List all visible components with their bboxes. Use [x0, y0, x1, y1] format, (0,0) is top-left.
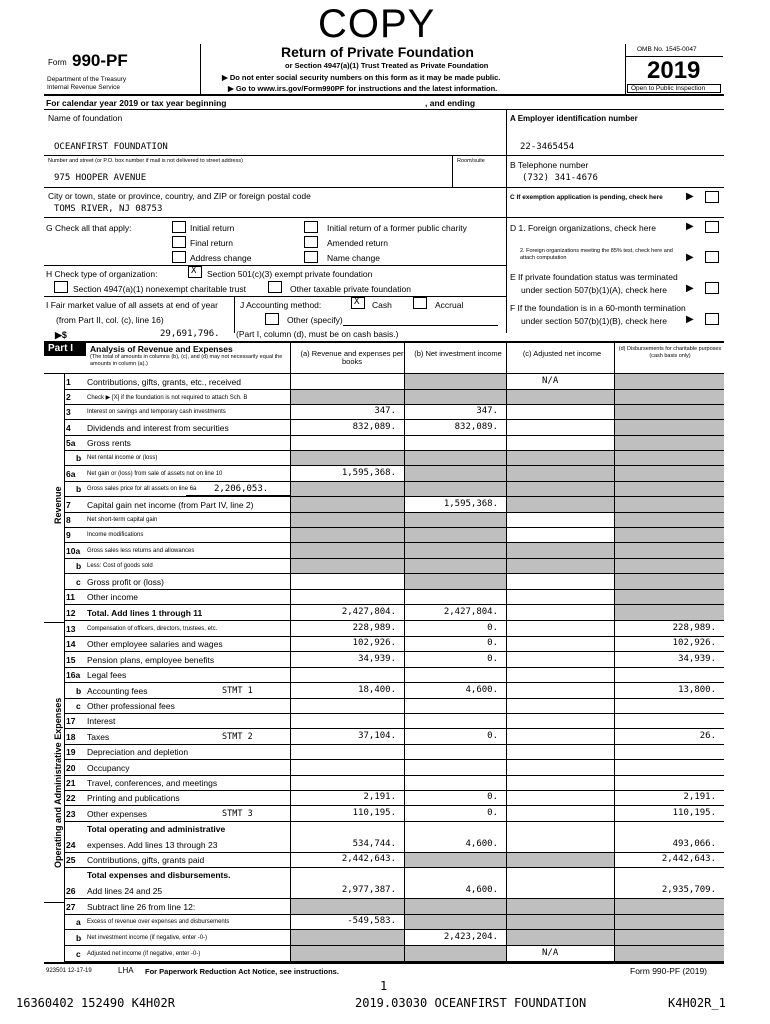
j-other-checkbox[interactable]: [265, 313, 279, 325]
statement-ref: STMT 1: [222, 686, 253, 696]
cell-c: N/A: [542, 948, 559, 958]
shaded-cell-b: [405, 853, 506, 867]
row-divider: [64, 667, 724, 668]
line-number: 18: [66, 732, 76, 742]
g-opt-initial-return: Initial return: [190, 223, 235, 233]
shaded-cell-d: [615, 482, 724, 496]
statement-ref: STMT 2: [222, 732, 253, 742]
shaded-cell-a: [291, 946, 404, 961]
f-arrow-icon: ▶: [686, 314, 694, 325]
line-number: 14: [66, 639, 76, 649]
city-value: TOMS RIVER, NJ 08753: [54, 204, 163, 214]
line-label: Printing and publications: [87, 793, 180, 803]
j-accrual-label: Accrual: [435, 300, 464, 310]
f-checkbox[interactable]: [705, 313, 719, 325]
line-number: a: [76, 917, 81, 927]
instruction-ssn: ▶ Do not enter social security numbers on this form as it may be made public.: [222, 73, 501, 82]
shaded-cell-c: [507, 559, 614, 573]
cell-b: 2,427,804.: [443, 607, 498, 617]
form-label: Form: [48, 58, 67, 67]
street-value: 975 HOOPER AVENUE: [54, 173, 147, 183]
cell-d: 26.: [699, 731, 716, 741]
shaded-cell-a: [291, 930, 404, 945]
line-number: 24: [66, 840, 76, 850]
shaded-cell-c: [507, 915, 614, 929]
line-label: Legal fees: [87, 670, 127, 680]
line-label: Net gain or (loss) from sale of assets not on line 10: [87, 471, 223, 477]
footer-code: 923501 12-17-19: [46, 968, 92, 974]
cell-a: 228,989.: [352, 623, 396, 633]
g-former-public-checkbox[interactable]: [304, 221, 318, 233]
line-label: Adjusted net income (if negative, enter -0-): [87, 951, 201, 957]
line-label-cont: expenses. Add lines 13 through 23: [87, 840, 218, 850]
shaded-cell-d: [615, 374, 724, 389]
cell-a: 2,191.: [363, 792, 396, 802]
line-number: c: [76, 701, 81, 711]
line-label: Total operating and administrative: [87, 824, 226, 834]
shaded-cell-b: [405, 390, 506, 404]
bottom-left-id: 16360402 152490 K4H02R: [16, 996, 175, 1010]
city-label: City or town, state or province, country, and ZIP or foreign postal code: [48, 191, 311, 201]
bottom-center-id: 2019.03030 OCEANFIRST FOUNDATION: [355, 996, 587, 1010]
cell-a: 1,595,368.: [341, 468, 396, 478]
room-label: Room/suite: [457, 158, 485, 164]
shaded-cell-c: [507, 543, 614, 558]
shaded-cell-c: [507, 899, 614, 914]
line-number: 4: [66, 423, 71, 433]
e-label-1: E If private foundation status was terminated: [510, 272, 678, 282]
row-divider: [64, 775, 724, 776]
shaded-cell-b: [405, 374, 506, 389]
line-number: 23: [66, 809, 76, 819]
statement-ref: STMT 3: [222, 809, 253, 819]
f-label-1: F If the foundation is in a 60-month termination: [510, 303, 686, 313]
d2-arrow-icon: ▶: [686, 252, 694, 263]
cell-c: N/A: [542, 376, 559, 386]
cell-b: 0.: [487, 638, 498, 648]
cell-b: 832,089.: [454, 422, 498, 432]
cell-a: 18,400.: [358, 685, 396, 695]
shaded-cell-d: [615, 915, 724, 929]
line-number: b: [76, 933, 82, 943]
calendar-year-label: For calendar year 2019 or tax year beginning: [46, 98, 227, 108]
cell-b: 2,423,204.: [443, 932, 498, 942]
line-number: 25: [66, 855, 76, 865]
and-ending-label: , and ending: [425, 98, 476, 108]
cell-d: 2,191.: [683, 792, 716, 802]
line-number: 6a: [66, 469, 76, 479]
h-opt-4947: Section 4947(a)(1) nonexempt charitable trust: [73, 284, 246, 294]
cell-b: 0.: [487, 792, 498, 802]
shaded-cell-b: [405, 528, 506, 542]
col-b-header: (b) Net investment income: [414, 349, 502, 358]
row-divider: [64, 636, 724, 637]
shaded-cell-a: [291, 390, 404, 404]
shaded-cell-d: [615, 946, 724, 961]
shaded-cell-d: [615, 436, 724, 450]
g-opt-former-public: Initial return of a former public charity: [327, 223, 467, 233]
line-number: c: [76, 577, 81, 587]
cell-d: 493,066.: [672, 839, 716, 849]
g-opt-final-return: Final return: [190, 238, 233, 248]
ein-label: A Employer identification number: [510, 114, 638, 123]
line-number: 16a: [66, 670, 81, 680]
shaded-cell-b: [405, 946, 506, 961]
street-label: Number and street (or P.O. box number if mail is not delivered to street address): [48, 158, 243, 164]
i-fmv-value: 29,691,796.: [160, 329, 220, 339]
line-label: Gross rents: [87, 438, 131, 448]
shaded-cell-d: [615, 528, 724, 542]
instruction-web: ▶ Go to www.irs.gov/Form990PF for instructions and the latest information.: [228, 84, 498, 93]
foundation-name: OCEANFIRST FOUNDATION: [54, 142, 168, 152]
cell-a: 534,744.: [352, 839, 396, 849]
shaded-cell-d: [615, 405, 724, 419]
cell-b: 0.: [487, 731, 498, 741]
cell-d: 110,195.: [672, 808, 716, 818]
part-i-title: Analysis of Revenue and Expenses: [90, 344, 233, 354]
part-i-note: (The total of amounts in columns (b), (c), and (d) may not necessarily equal the amounts in column (a).): [90, 354, 283, 367]
line-label: Travel, conferences, and meetings: [87, 778, 218, 788]
shaded-cell-b: [405, 466, 506, 481]
line-number: b: [76, 686, 82, 696]
bottom-right-id: K4H02R_1: [668, 996, 726, 1010]
shaded-cell-a: [291, 497, 404, 512]
h-4947-checkbox[interactable]: [54, 281, 68, 293]
cell-b: 0.: [487, 654, 498, 664]
row-divider: [64, 682, 724, 683]
line-label: Other professional fees: [87, 701, 175, 711]
form-number: 990-PF: [72, 51, 128, 70]
h-501c3-x: X: [191, 266, 197, 276]
tax-year: 2019: [647, 57, 701, 84]
ein-value: 22-3465454: [520, 142, 575, 152]
line-label: Gross sales price for all assets on line 6a: [87, 486, 197, 492]
e-arrow-icon: ▶: [686, 283, 694, 294]
cell-b: 4,600.: [465, 885, 498, 895]
shaded-cell-a: [291, 559, 404, 573]
shaded-cell-c: [507, 930, 614, 945]
line-number: 10a: [66, 546, 81, 556]
col-a-header: (a) Revenue and expenses per books: [300, 349, 404, 366]
line-number: 22: [66, 793, 76, 803]
shaded-cell-b: [405, 513, 506, 527]
shaded-cell-c: [507, 466, 614, 481]
line-label: Other income: [87, 592, 139, 602]
line-label: Net rental income or (loss): [87, 455, 158, 461]
page-number: 1: [380, 979, 388, 993]
h-opt-other-taxable: Other taxable private foundation: [290, 284, 411, 294]
shaded-cell-b: [405, 482, 506, 496]
row-divider: [64, 651, 724, 652]
line-label: Contributions, gifts, grants, etc., received: [87, 377, 242, 387]
i-label-2: (from Part II, col. (c), line 16): [56, 315, 164, 325]
line-label: Total. Add lines 1 through 11: [87, 608, 203, 618]
line-number: 12: [66, 608, 76, 618]
c-arrow-icon: ▶: [686, 191, 694, 202]
shaded-cell-a: [291, 899, 404, 914]
e-checkbox[interactable]: [705, 282, 719, 294]
i-dollar: ▶$: [55, 330, 67, 340]
line-number: 11: [66, 592, 75, 602]
shaded-cell-d: [615, 930, 724, 945]
g-initial-return-checkbox[interactable]: [172, 221, 186, 233]
row-divider: [64, 620, 724, 621]
h-opt-501c3: Section 501(c)(3) exempt private foundation: [207, 269, 373, 279]
open-public-label: Open to Public Inspection: [631, 85, 706, 92]
shaded-cell-b: [405, 543, 506, 558]
line-label: Contributions, gifts, grants paid: [87, 855, 205, 865]
shaded-cell-d: [615, 590, 724, 604]
line-number: 3: [66, 407, 71, 417]
inline-amount: 2,206,053.: [214, 484, 269, 494]
d1-label: D 1. Foreign organizations, check here: [510, 223, 656, 233]
line-label-cont: Add lines 24 and 25: [87, 886, 163, 896]
h-label: H Check type of organization:: [46, 269, 158, 279]
line-number: 2: [66, 392, 71, 402]
d2-checkbox[interactable]: [705, 251, 719, 263]
line-number: b: [76, 453, 82, 463]
footer-form-ref: Form 990-PF (2019): [630, 966, 707, 976]
cell-d: 2,935,709.: [661, 885, 716, 895]
g-opt-amended-return: Amended return: [327, 238, 388, 248]
line-label: Gross sales less returns and allowances: [87, 548, 195, 554]
col-d-header: (d) Disbursements for charitable purposes (cash basis only): [618, 346, 722, 359]
line-label: Dividends and interest from securities: [87, 423, 229, 433]
line-number: 15: [66, 655, 76, 665]
j-other-label: Other (specify): [287, 315, 343, 325]
row-divider: [64, 713, 724, 714]
shaded-cell-a: [291, 543, 404, 558]
j-accrual-checkbox[interactable]: [413, 297, 427, 309]
footer-lha: LHA: [118, 966, 134, 975]
cell-a: 34,939.: [358, 654, 396, 664]
line-number: 9: [66, 530, 71, 540]
shaded-cell-a: [291, 513, 404, 527]
line-number: 17: [66, 716, 76, 726]
line-label: Other expenses: [87, 809, 148, 819]
row-divider: [64, 698, 724, 699]
line-label: Interest: [87, 716, 116, 726]
cell-d: 13,800.: [678, 685, 716, 695]
line-number: 1: [66, 377, 71, 387]
cell-a: 832,089.: [352, 422, 396, 432]
shaded-cell-d: [615, 543, 724, 558]
row-divider: [64, 867, 724, 868]
shaded-cell-c: [507, 497, 614, 512]
expenses-side-label: Operating and Administrative Expenses: [53, 697, 63, 868]
g-final-return-checkbox[interactable]: [172, 236, 186, 248]
phone-label: B Telephone number: [510, 160, 589, 170]
line-label: Total expenses and disbursements.: [87, 870, 231, 880]
shaded-cell-d: [615, 899, 724, 914]
line-number: 26: [66, 886, 76, 896]
cell-a: -549,583.: [347, 916, 396, 926]
shaded-cell-d: [615, 559, 724, 573]
line-number: 5a: [66, 438, 76, 448]
cell-b: 0.: [487, 623, 498, 633]
j-cash-label: Cash: [372, 300, 392, 310]
line-label: Interest on savings and temporary cash investments: [87, 409, 226, 415]
dept-irs: Internal Revenue Service: [47, 84, 120, 91]
cell-a: 2,442,643.: [341, 854, 396, 864]
d1-checkbox[interactable]: [705, 221, 719, 233]
footer-notice: For Paperwork Reduction Act Notice, see instructions.: [145, 967, 339, 976]
g-opt-address-change: Address change: [190, 253, 252, 263]
cell-a: 37,104.: [358, 731, 396, 741]
cell-b: 4,600.: [465, 685, 498, 695]
line-label: Check ▶ [X] if the foundation is not required to attach Sch. B: [87, 395, 248, 401]
line-label: Depreciation and depletion: [87, 747, 189, 757]
i-label-1: I Fair market value of all assets at end of year: [46, 300, 218, 310]
g-amended-return-checkbox[interactable]: [304, 236, 318, 248]
shaded-cell-c: [507, 853, 614, 867]
shaded-cell-a: [291, 482, 404, 496]
line-label: Pension plans, employee benefits: [87, 655, 215, 665]
line-number: 27: [66, 902, 76, 912]
line-label: Occupancy: [87, 763, 130, 773]
shaded-cell-d: [615, 420, 724, 435]
line-label: Net short-term capital gain: [87, 517, 158, 523]
phone-value: (732) 341-4676: [522, 173, 598, 183]
shaded-cell-c: [507, 451, 614, 465]
line-number: 7: [66, 500, 71, 510]
row-divider: [64, 805, 724, 806]
line-number: 21: [66, 778, 76, 788]
name-label: Name of foundation: [48, 113, 123, 123]
shaded-cell-b: [405, 574, 506, 589]
shaded-cell-b: [405, 559, 506, 573]
j-label: J Accounting method:: [240, 300, 322, 310]
c-checkbox[interactable]: [705, 191, 719, 203]
g-opt-name-change: Name change: [327, 253, 380, 263]
j-note: (Part I, column (d), must be on cash basis.): [236, 329, 399, 339]
cell-d: 34,939.: [678, 654, 716, 664]
cell-a: 110,195.: [352, 808, 396, 818]
shaded-cell-d: [615, 390, 724, 404]
shaded-cell-b: [405, 915, 506, 929]
g-address-change-checkbox[interactable]: [172, 251, 186, 263]
cell-b: 1,595,368.: [443, 499, 498, 509]
cell-d: 2,442,643.: [661, 854, 716, 864]
g-name-change-checkbox[interactable]: [304, 251, 318, 263]
row-divider: [64, 852, 724, 853]
line-number: 20: [66, 763, 76, 773]
cell-b: 4,600.: [465, 839, 498, 849]
revenue-side-label: Revenue: [53, 486, 63, 524]
inline-underline: [186, 495, 290, 496]
line-label: Excess of revenue over expenses and disbursements: [87, 919, 230, 925]
row-divider: [64, 744, 724, 745]
line-label: Compensation of officers, directors, trustees, etc.: [87, 626, 218, 632]
cell-b: 0.: [487, 808, 498, 818]
form-title: Return of Private Foundation: [281, 44, 474, 60]
line-label: Gross profit or (loss): [87, 577, 164, 587]
line-number: 13: [66, 624, 76, 634]
shaded-cell-b: [405, 451, 506, 465]
cell-a: 2,427,804.: [341, 607, 396, 617]
shaded-cell-a: [291, 528, 404, 542]
row-divider: [64, 759, 724, 760]
line-label: Subtract line 26 from line 12:: [87, 902, 196, 912]
copy-watermark: COPY: [318, 2, 436, 46]
shaded-cell-c: [507, 482, 614, 496]
row-divider: [64, 728, 724, 729]
shaded-cell-d: [615, 513, 724, 527]
d1-arrow-icon: ▶: [686, 221, 694, 232]
cell-a: 347.: [374, 406, 396, 416]
line-label: Income modifications: [87, 532, 144, 538]
shaded-cell-c: [507, 390, 614, 404]
part-i-label: Part I: [48, 343, 74, 354]
shaded-cell-d: [615, 574, 724, 589]
dept-treasury: Department of the Treasury: [47, 76, 127, 83]
line-number: b: [76, 484, 82, 494]
g-label: G Check all that apply:: [46, 223, 132, 233]
cell-d: 228,989.: [672, 623, 716, 633]
col-c-header: (c) Adjusted net income: [522, 349, 602, 358]
line-label: Accounting fees: [87, 686, 148, 696]
shaded-cell-a: [291, 451, 404, 465]
shaded-cell-d: [615, 451, 724, 465]
row-divider: [64, 790, 724, 791]
j-cash-x: X: [354, 297, 360, 307]
line-number: c: [76, 949, 81, 959]
line-label: Capital gain net income (from Part IV, line 2): [87, 500, 254, 510]
d2-label: 2. Foreign organizations meeting the 85% test, check here and attach computation: [520, 248, 673, 261]
cell-a: 102,926.: [352, 638, 396, 648]
shaded-cell-d: [615, 466, 724, 481]
cell-b: 347.: [476, 406, 498, 416]
shaded-cell-d: [615, 605, 724, 620]
shaded-cell-b: [405, 899, 506, 914]
line-label: Taxes: [87, 732, 110, 742]
c-label: C If exemption application is pending, check here: [510, 194, 663, 201]
line-number: b: [76, 561, 82, 571]
h-other-taxable-checkbox[interactable]: [268, 281, 282, 293]
f-label-2: under section 507(b)(1)(B), check here: [521, 316, 667, 326]
line-number: 19: [66, 747, 76, 757]
shaded-cell-d: [615, 497, 724, 512]
line-label: Less: Cost of goods sold: [87, 563, 153, 569]
cell-a: 2,977,387.: [341, 885, 396, 895]
line-number: 8: [66, 515, 71, 525]
e-label-2: under section 507(b)(1)(A), check here: [521, 285, 667, 295]
row-divider: [64, 821, 724, 822]
cell-d: 102,926.: [672, 638, 716, 648]
omb-number: OMB No. 1545-0047: [637, 46, 697, 53]
form-subtitle: or Section 4947(a)(1) Trust Treated as Private Foundation: [285, 61, 489, 70]
line-label: Other employee salaries and wages: [87, 639, 223, 649]
line-label: Net investment income (if negative, enter -0-): [87, 935, 208, 941]
